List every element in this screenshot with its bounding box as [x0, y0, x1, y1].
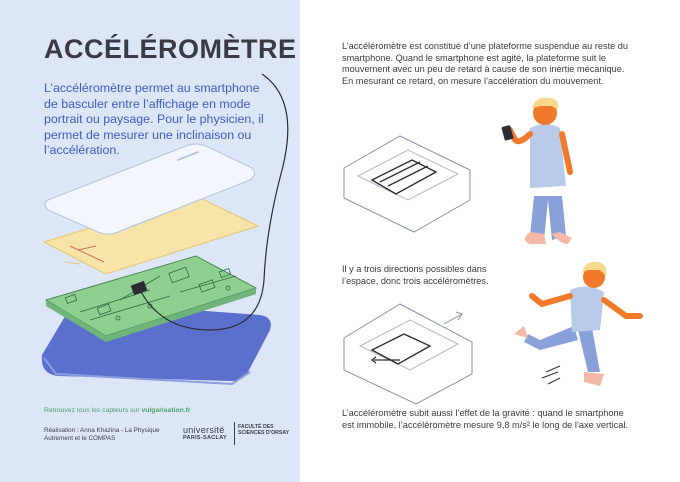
credits-text: Réalisation : Anna Khazina - La Physique Autrement et le COMPAS — [44, 427, 160, 443]
page-title: ACCÉLÉROMÈTRE — [44, 34, 297, 64]
footer-link-text — [44, 407, 191, 414]
university-logo — [183, 425, 241, 445]
paragraph-gravity: L’accéléromètre subit aussi l’effet de la gravité : quand le smartphone est immobile, l’accéléromètre mesure 9,8 m/s² le long de l’axe vertical. — [342, 408, 628, 430]
mechanism-diagram-moving — [344, 304, 472, 404]
footer-site-link[interactable]: vulgarisation.fr — [141, 407, 191, 414]
logo-divider — [234, 422, 235, 445]
logo-university-line2: PARIS-SACLAY — [183, 435, 227, 441]
paragraph-three-directions: Il y a trois directions possibles dans l’espace, donc trois accéléromètres. — [342, 264, 489, 286]
intro-text: L’accéléromètre permet au smartphone de basculer entre l’affichage en mode portrait ou paysage. Pour le physicien, il permet de mesurer une inclinaison ou l’accélération. — [44, 81, 264, 158]
faculty-logo-text: FACULTÉ DES SCIENCES D’ORSAY — [238, 424, 290, 437]
paragraph-platform: L’accéléromètre est constitué d’une plateforme suspendue au reste du smartphone. Quand le smartphone est agité, la plateforme suit le mouvement avec un peu de retard à cause de son inertie mécanique. En mesurant ce retard, on mesure l’accélération du mouvement. — [342, 41, 629, 86]
person-holding-phone — [501, 98, 572, 244]
footer-link-prefix: Retrouvez tous les capteurs sur — [44, 407, 142, 414]
person-running — [514, 262, 640, 386]
logo-university-line1: université — [183, 425, 225, 435]
mechanism-diagram-static — [344, 136, 470, 232]
